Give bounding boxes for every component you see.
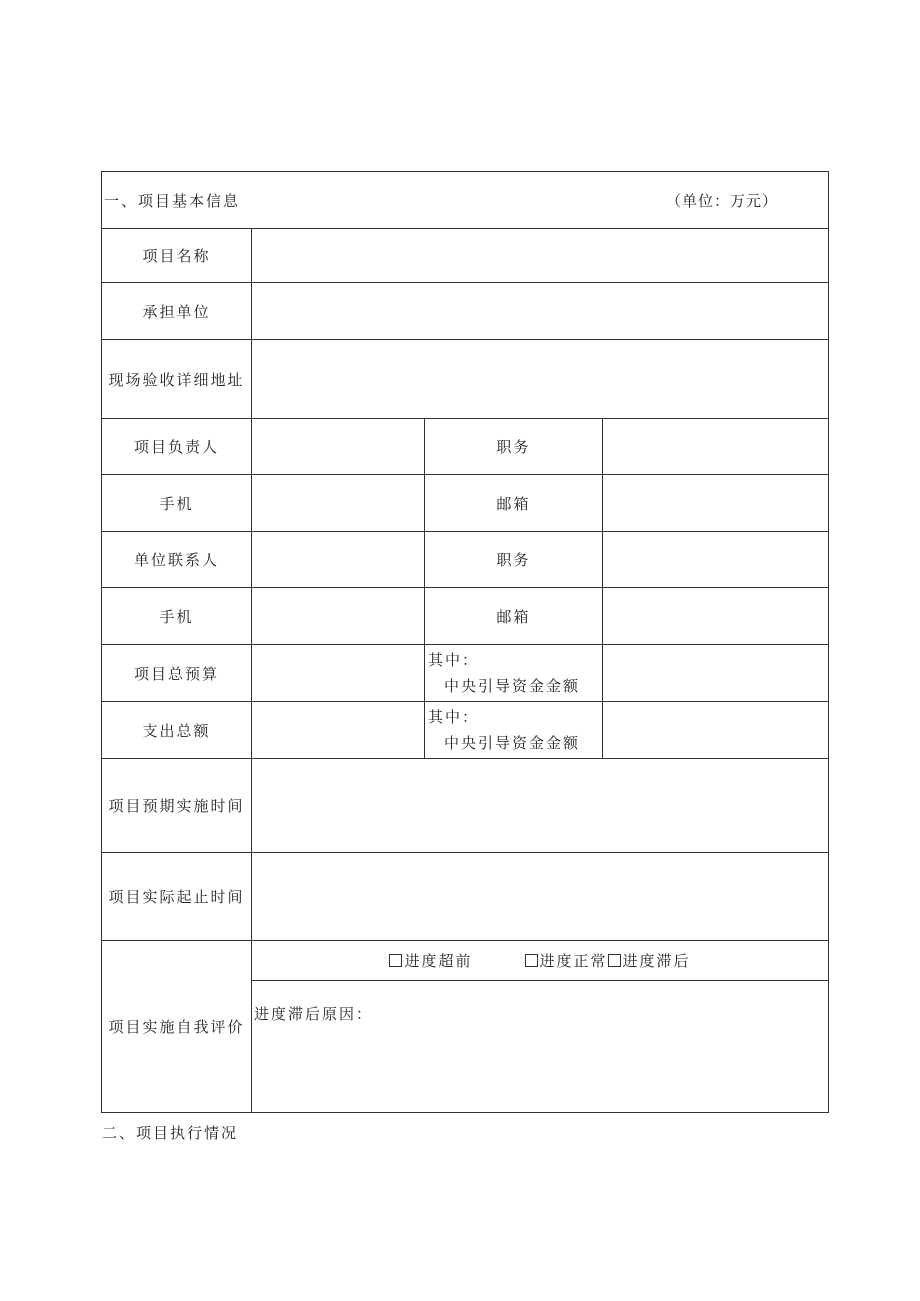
project-name-input[interactable] (252, 229, 829, 283)
progress-status-cell (252, 941, 829, 981)
undertaking-unit-input[interactable] (252, 283, 829, 340)
contact-position-label: 职务 (425, 532, 603, 588)
of-which-text: 其中： (428, 651, 480, 669)
expected-period-input[interactable] (252, 759, 829, 853)
checkbox-icon[interactable] (389, 954, 402, 967)
contact-mobile-row (102, 588, 829, 645)
expenditure-central-funds-label (425, 702, 603, 759)
progress-delayed-option[interactable] (608, 950, 691, 971)
central-funds-text: 中央引导资金金额 (444, 734, 581, 752)
leader-position-input[interactable] (603, 419, 829, 475)
central-funds-text: 中央引导资金金额 (444, 677, 581, 695)
total-expenditure-row (102, 702, 829, 759)
leader-email-input[interactable] (603, 475, 829, 532)
section-header-row (102, 172, 829, 229)
contact-position-input[interactable] (603, 532, 829, 588)
leader-position-label: 职务 (425, 419, 603, 475)
project-leader-row (102, 419, 829, 475)
progress-normal-label: 进度正常 (539, 952, 608, 970)
total-budget-row (102, 645, 829, 702)
section-title: 一、项目基本信息 (104, 191, 241, 210)
contact-mobile-input[interactable] (252, 588, 425, 645)
budget-central-funds-label (425, 645, 603, 702)
unit-contact-row (102, 532, 829, 588)
total-expenditure-label: 支出总额 (102, 702, 252, 759)
actual-period-label: 项目实际起止时间 (102, 853, 252, 941)
actual-period-input[interactable] (252, 853, 829, 941)
of-which-text: 其中： (428, 708, 480, 726)
checkbox-icon[interactable] (525, 954, 538, 967)
undertaking-unit-label: 承担单位 (102, 283, 252, 340)
site-address-row (102, 340, 829, 419)
total-expenditure-input[interactable] (252, 702, 425, 759)
section2-title: 二、项目执行情况 (102, 1124, 239, 1142)
progress-status-row (102, 941, 829, 981)
delay-reason-label: 进度滞后原因： (254, 1005, 374, 1023)
contact-email-label: 邮箱 (425, 588, 603, 645)
project-leader-label: 项目负责人 (102, 419, 252, 475)
contact-mobile-label: 手机 (102, 588, 252, 645)
project-name-row (102, 229, 829, 283)
unit-contact-label: 单位联系人 (102, 532, 252, 588)
leader-mobile-row (102, 475, 829, 532)
site-address-label: 现场验收详细地址 (102, 340, 252, 419)
section-header-cell (102, 172, 829, 229)
project-info-form (101, 171, 829, 1113)
unit-note: （单位：万元） (666, 191, 779, 210)
site-address-input[interactable] (252, 340, 829, 419)
project-leader-input[interactable] (252, 419, 425, 475)
expenditure-central-funds-input[interactable] (603, 702, 829, 759)
undertaking-unit-row (102, 283, 829, 340)
expected-period-row (102, 759, 829, 853)
actual-period-row (102, 853, 829, 941)
self-evaluation-label: 项目实施自我评价 (102, 941, 252, 1113)
unit-contact-input[interactable] (252, 532, 425, 588)
checkbox-icon[interactable] (608, 954, 621, 967)
contact-email-input[interactable] (603, 588, 829, 645)
leader-email-label: 邮箱 (425, 475, 603, 532)
progress-ahead-label: 进度超前 (404, 952, 473, 970)
progress-ahead-option[interactable] (389, 950, 472, 971)
expected-period-label: 项目预期实施时间 (102, 759, 252, 853)
total-budget-input[interactable] (252, 645, 425, 702)
delay-reason-cell[interactable] (252, 981, 829, 1113)
total-budget-label: 项目总预算 (102, 645, 252, 702)
leader-mobile-input[interactable] (252, 475, 425, 532)
progress-delayed-label: 进度滞后 (622, 952, 691, 970)
project-name-label: 项目名称 (102, 229, 252, 283)
budget-central-funds-input[interactable] (603, 645, 829, 702)
leader-mobile-label: 手机 (102, 475, 252, 532)
progress-normal-option[interactable] (525, 950, 608, 971)
